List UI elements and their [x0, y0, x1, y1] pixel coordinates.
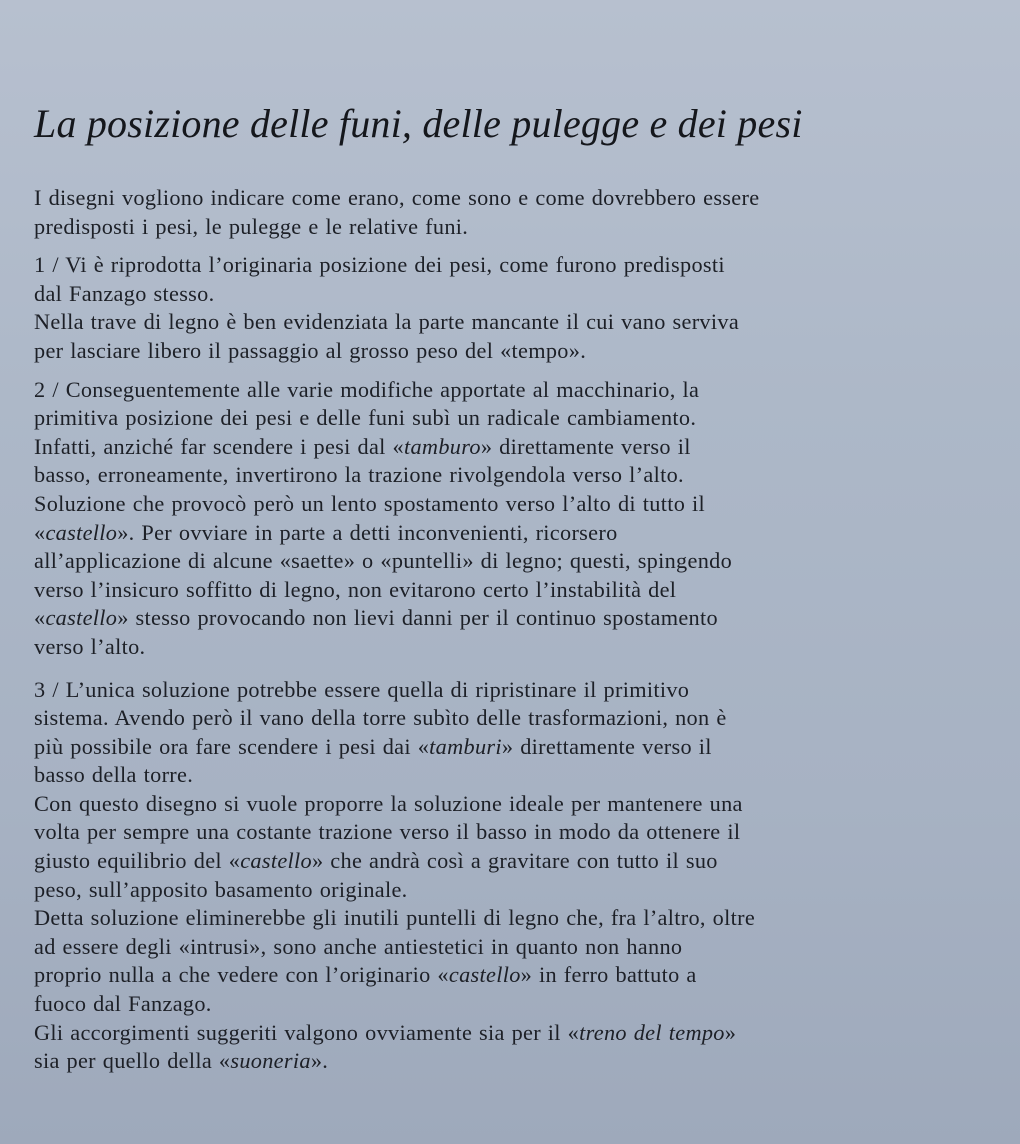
- text-line: 3 / L’unica soluzione potrebbe essere quella di ripristinare il primitivo: [34, 676, 690, 702]
- italic-term: castello: [448, 962, 521, 988]
- italic-term: castello: [45, 605, 118, 631]
- section-1-paragraph: [34, 251, 960, 365]
- italic-term: tamburo: [403, 433, 481, 459]
- text-line: primitiva posizione dei pesi e delle funi subì un radicale cambiamento.: [34, 405, 697, 431]
- text-line: basso, erroneamente, invertirono la trazione rivolgendola verso l’alto.: [34, 462, 684, 488]
- text-line: predisposti i pesi, le pulegge e le relative funi.: [34, 213, 469, 239]
- text-segment: «: [34, 605, 46, 631]
- text-segment: ».: [310, 1048, 329, 1074]
- text-segment: proprio nulla a che vedere con l’originario «: [34, 962, 449, 988]
- text-segment: » in ferro battuto a: [520, 962, 697, 988]
- text-segment: Infatti, anziché far scendere i pesi dal «: [34, 433, 404, 459]
- text-segment: più possibile ora fare scendere i pesi dai «: [34, 733, 430, 759]
- text-line: [34, 1019, 960, 1048]
- text-line: I disegni vogliono indicare come erano, come sono e come dovrebbero essere: [34, 185, 760, 210]
- text-segment: «: [34, 519, 46, 545]
- text-segment: Gli accorgimenti suggeriti valgono ovviamente sia per il «: [34, 1019, 580, 1045]
- text-line: basso della torre.: [34, 762, 194, 788]
- italic-term: treno del tempo: [579, 1019, 725, 1045]
- text-line: Nella trave di legno è ben evidenziata la parte mancante il cui vano serviva: [34, 309, 740, 335]
- text-line: 2 / Conseguentemente alle varie modifiche apportate al macchinario, la: [34, 376, 700, 402]
- text-line: [34, 961, 960, 990]
- italic-term: tamburi: [429, 733, 502, 759]
- text-segment: » direttamente verso il: [480, 433, 691, 459]
- text-segment: sia per quello della «: [34, 1048, 231, 1074]
- italic-term: castello: [45, 519, 118, 545]
- text-line: [34, 519, 960, 548]
- section-2-paragraph: [34, 376, 960, 662]
- text-line: verso l’insicuro soffitto di legno, non evitarono certo l’instabilità del: [34, 576, 677, 602]
- text-line: [34, 604, 960, 633]
- text-line: verso l’alto.: [34, 633, 146, 659]
- text-line: all’applicazione di alcune «saette» o «puntelli» di legno; questi, spingendo: [34, 548, 733, 574]
- section-3-paragraph: [34, 676, 960, 1076]
- text-line: Soluzione che provocò però un lento spostamento verso l’alto di tutto il: [34, 490, 706, 516]
- intro-paragraph: [34, 184, 960, 241]
- text-segment: giusto equilibrio del «: [34, 848, 241, 874]
- text-line: sistema. Avendo però il vano della torre subìto delle trasformazioni, non è: [34, 705, 727, 731]
- text-segment: » stesso provocando non lievi danni per il continuo spostamento: [117, 605, 718, 631]
- text-line: [34, 1047, 960, 1076]
- text-line: ad essere degli «intrusi», sono anche antiestetici in quanto non hanno: [34, 933, 683, 959]
- italic-term: suoneria: [230, 1048, 311, 1074]
- text-line: volta per sempre una costante trazione verso il basso in modo da ottenere il: [34, 819, 741, 845]
- text-line: Con questo disegno si vuole proporre la soluzione ideale per mantenere una: [34, 790, 743, 816]
- text-segment: » che andrà così a gravitare con tutto il suo: [311, 848, 718, 874]
- text-line: dal Fanzago stesso.: [34, 280, 215, 306]
- text-segment: »: [724, 1019, 737, 1045]
- text-line: peso, sull’apposito basamento originale.: [34, 876, 408, 902]
- text-line: Detta soluzione eliminerebbe gli inutili puntelli di legno che, fra l’altro, oltre: [34, 905, 756, 931]
- italic-term: castello: [240, 848, 312, 874]
- text-line: 1 / Vi è riprodotta l’originaria posizione dei pesi, come furono predisposti: [34, 252, 725, 278]
- text-line: [34, 847, 960, 876]
- text-segment: » direttamente verso il: [501, 733, 712, 759]
- text-line: [34, 733, 960, 762]
- page-title: La posizione delle funi, delle pulegge e dei pesi: [34, 101, 803, 146]
- text-line: [34, 433, 960, 462]
- text-line: fuoco dal Fanzago.: [34, 991, 212, 1017]
- text-line: per lasciare libero il passaggio al grosso peso del «tempo».: [34, 337, 587, 363]
- text-segment: ». Per ovviare in parte a detti inconvenienti, ricorsero: [117, 519, 618, 545]
